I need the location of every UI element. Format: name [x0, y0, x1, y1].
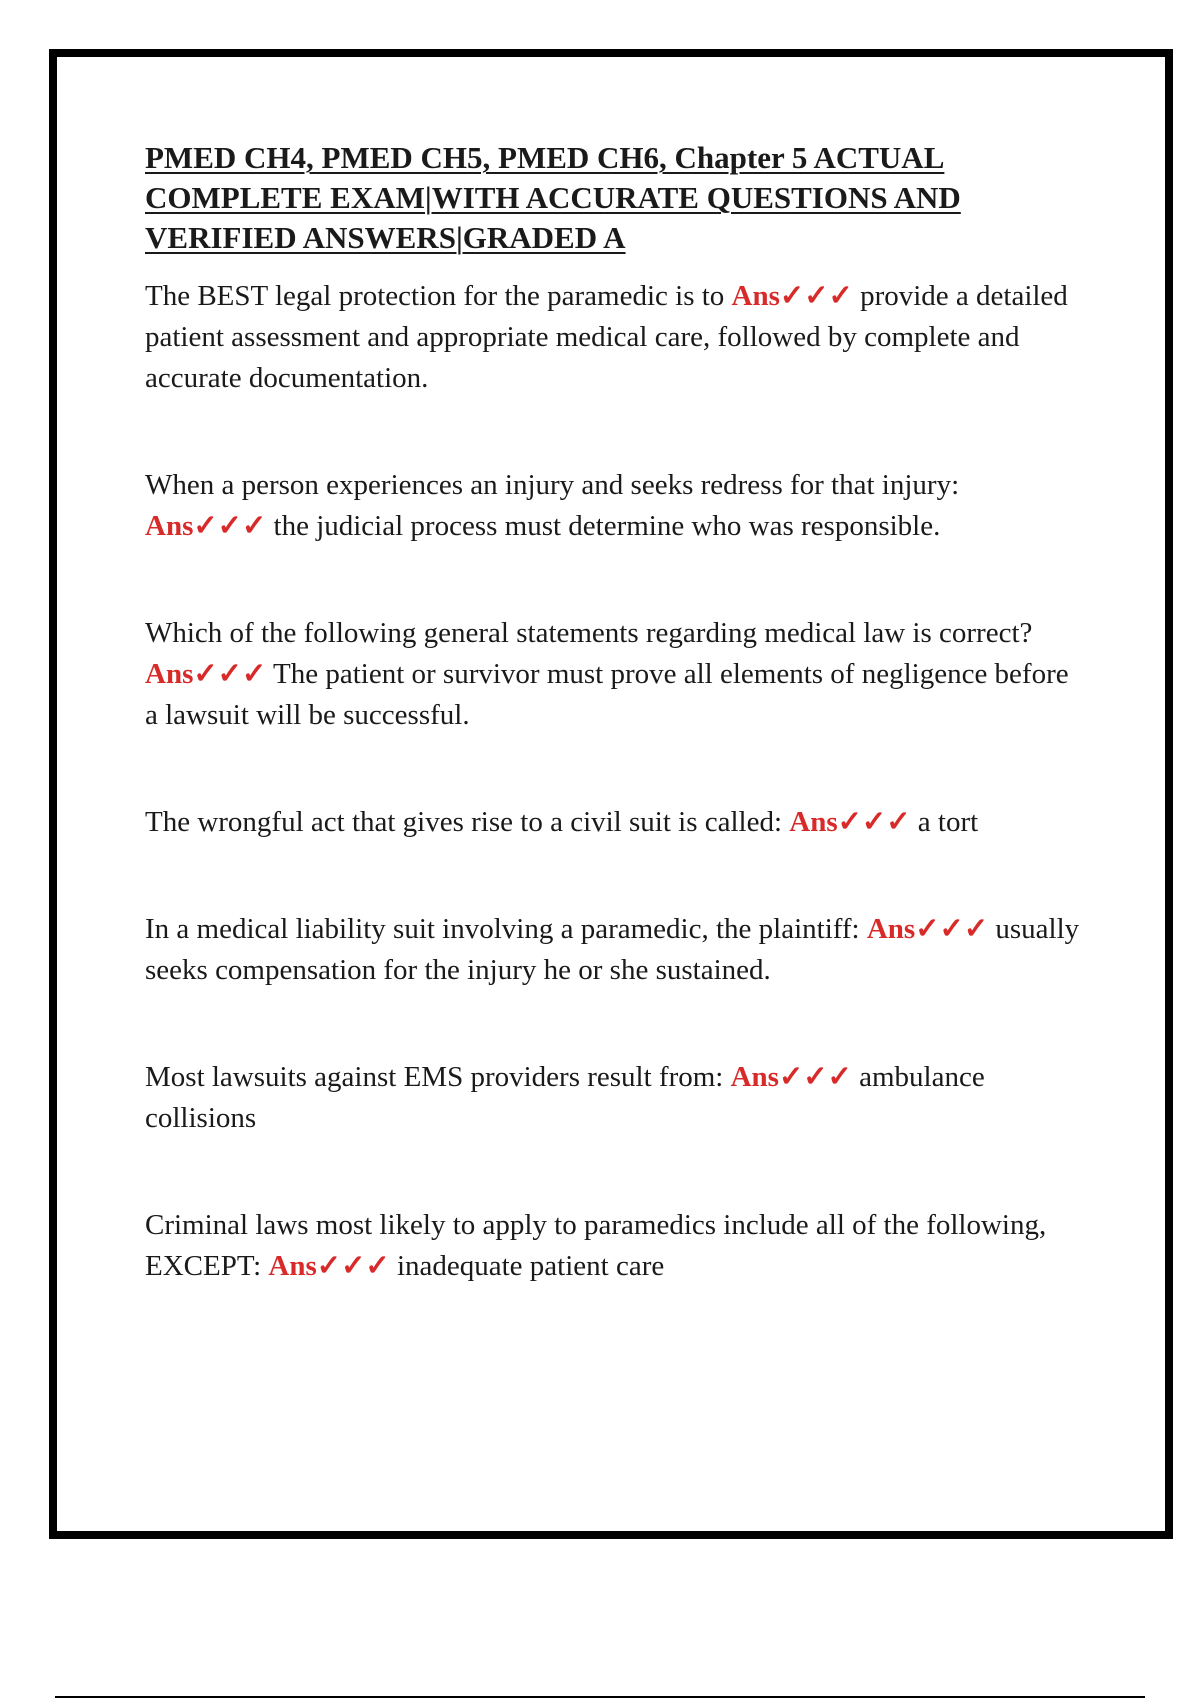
qa-list [145, 276, 1085, 1287]
answer-text: The patient or survivor must prove all elements of negligence before a lawsuit will be successful. [145, 658, 1069, 731]
question-text: The BEST legal protection for the paramedic is to [145, 280, 725, 312]
qa-item [145, 1205, 1085, 1287]
qa-item [145, 909, 1085, 991]
answer-text: the judicial process must determine who was responsible. [273, 510, 941, 542]
question-text: When a person experiences an injury and seeks redress for that injury: [145, 469, 960, 501]
answer-text: ambulance collisions [145, 1061, 985, 1134]
answer-marker: Ans✓✓✓ [145, 658, 267, 690]
question-text: The wrongful act that gives rise to a civil suit is called: [145, 806, 783, 838]
answer-text: a tort [917, 806, 979, 838]
qa-item [145, 802, 1085, 843]
qa-item [145, 613, 1085, 736]
question-text: In a medical liability suit involving a paramedic, the plaintiff: [145, 913, 860, 945]
answer-marker: Ans✓✓✓ [866, 913, 989, 945]
answer-marker: Ans✓✓✓ [789, 806, 911, 838]
answer-marker: Ans✓✓✓ [145, 510, 267, 542]
answer-text: usually seeks compensation for the injury he or she sustained. [145, 913, 1080, 986]
answer-marker: Ans✓✓✓ [730, 1061, 852, 1093]
answer-text: provide a detailed patient assessment and appropriate medical care, followed by complete and accurate documentation. [145, 280, 1068, 394]
question-text: Which of the following general statements regarding medical law is correct? [145, 617, 1033, 649]
qa-item [145, 1057, 1085, 1139]
qa-item [145, 276, 1085, 399]
question-text: Most lawsuits against EMS providers result from: [145, 1061, 724, 1093]
qa-item [145, 465, 1085, 547]
document-content [145, 138, 1085, 1287]
answer-marker: Ans✓✓✓ [268, 1250, 390, 1282]
document-title: PMED CH4, PMED CH5, PMED CH6, Chapter 5 ACTUAL COMPLETE EXAM|WITH ACCURATE QUESTIONS AND VERIFIED ANSWERS|GRADED A [145, 140, 961, 255]
answer-marker: Ans✓✓✓ [731, 280, 853, 312]
answer-text: inadequate patient care [396, 1250, 665, 1282]
question-text: Criminal laws most likely to apply to paramedics include all of the following, EXCEPT: [145, 1209, 1047, 1282]
page-divider-line [55, 1696, 1145, 1698]
